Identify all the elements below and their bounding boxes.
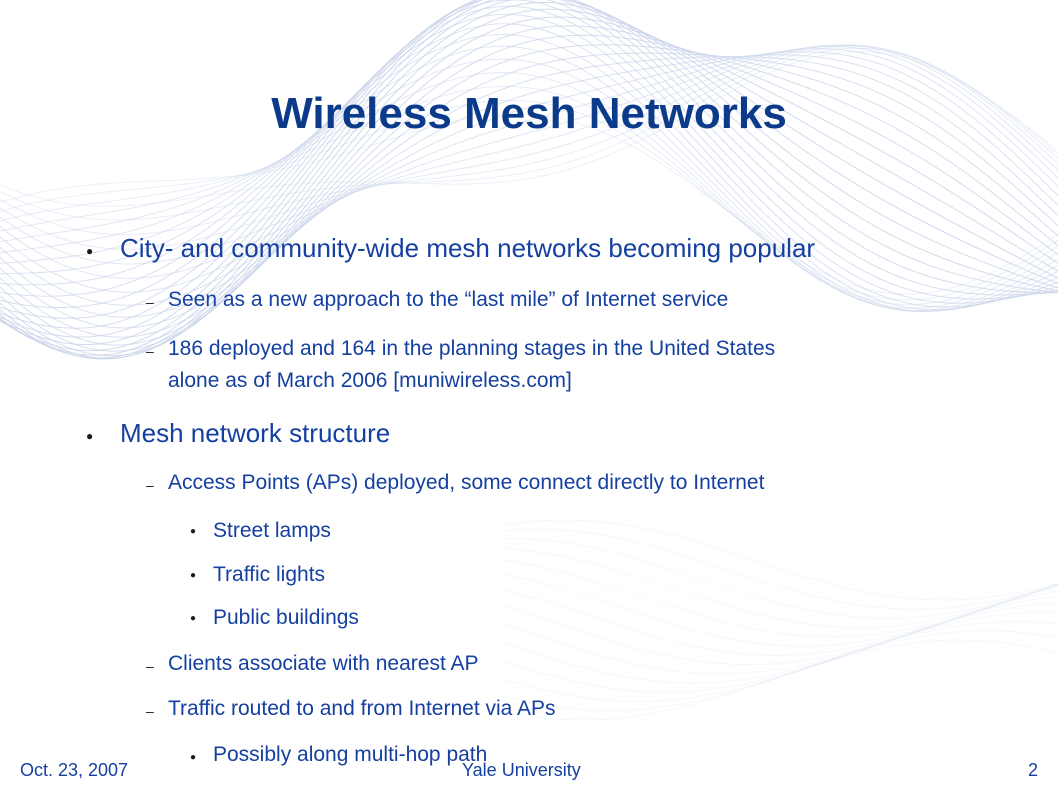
footer-page-number: 2 — [1027, 760, 1038, 780]
sub-bullet-deployed-count-line2: alone as of March 2006 [muniwireless.com] — [168, 369, 572, 392]
sub-bullet-last-mile: Seen as a new approach to the “last mile” of Internet service — [168, 288, 729, 311]
sub-bullet-dash: – — [146, 477, 154, 493]
sub-sub-bullet-public-buildings: Public buildings — [213, 606, 359, 629]
sub-sub-bullet-dot: ● — [190, 613, 197, 624]
sub-sub-bullet-dot: ● — [190, 752, 197, 763]
sub-bullet-dash: – — [146, 294, 154, 310]
sub-bullet-traffic-routed: Traffic routed to and from Internet via APs — [168, 697, 556, 720]
footer-date: Oct. 23, 2007 — [20, 760, 129, 780]
sub-bullet-deployed-count-line1: 186 deployed and 164 in the planning stages in the United States — [168, 337, 776, 360]
sub-sub-bullet-street-lamps: Street lamps — [213, 519, 331, 542]
slide-title: Wireless Mesh Networks — [271, 89, 787, 138]
bullet-mesh-structure: Mesh network structure — [120, 418, 391, 448]
sub-sub-bullet-dot: ● — [190, 570, 197, 581]
sub-bullet-clients-associate: Clients associate with nearest AP — [168, 652, 479, 675]
sub-sub-bullet-multi-hop: Possibly along multi-hop path — [213, 743, 488, 766]
sub-bullet-dash: – — [146, 658, 154, 674]
sub-bullet-dash: – — [146, 343, 154, 359]
sub-bullet-access-points: Access Points (APs) deployed, some connect directly to Internet — [168, 471, 765, 494]
sub-sub-bullet-traffic-lights: Traffic lights — [213, 563, 326, 586]
bullet-dot: ● — [86, 429, 94, 443]
bullet-dot: ● — [86, 244, 94, 258]
sub-bullet-dash: – — [146, 703, 154, 719]
bullet-city-community-mesh: City- and community-wide mesh networks becoming popular — [120, 233, 816, 263]
footer-institution: Yale University — [462, 760, 581, 780]
sub-sub-bullet-dot: ● — [190, 526, 197, 537]
